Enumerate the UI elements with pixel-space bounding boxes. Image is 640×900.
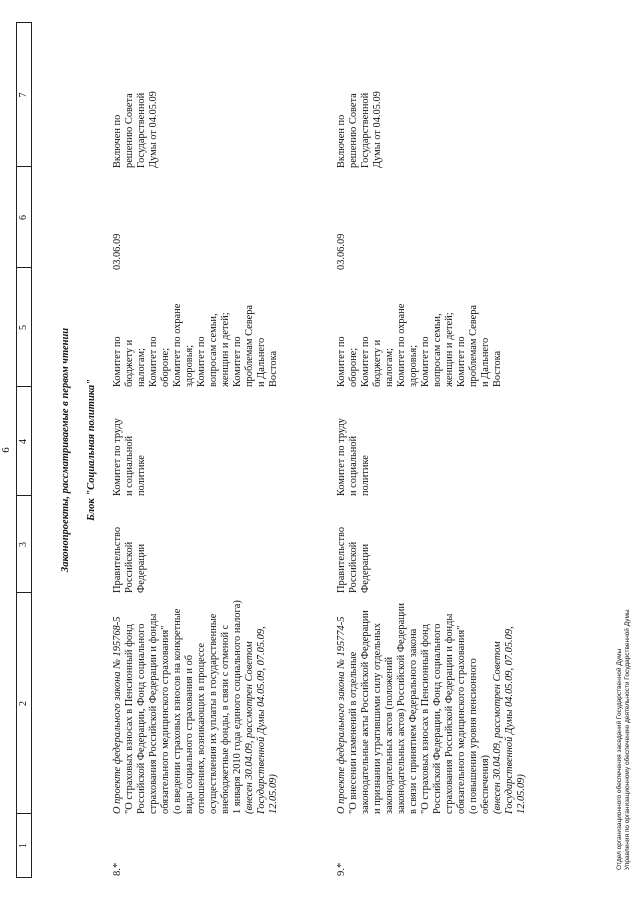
decision-line: Думы от 04.05.09: [148, 91, 159, 168]
decision-line: Государственной: [360, 92, 371, 168]
column-number-4: 4: [18, 439, 29, 444]
page-number: 6: [0, 447, 12, 453]
co-committee-line: налогам;: [384, 348, 395, 387]
review-date: 03.06.09: [336, 233, 347, 270]
bill-body-line: страхования Российской Федерации и фонды: [444, 613, 455, 814]
bill-note-line: (внесен 30.04.09, рассмотрен Советом: [492, 641, 503, 814]
bill-note-line: 12.05.09): [516, 774, 527, 814]
column-number-1: 1: [18, 843, 29, 848]
column-number-7: 7: [18, 92, 29, 98]
inclusion-decision: [336, 38, 384, 168]
bill-body-line: обязательного медицинского страхования": [456, 625, 467, 814]
section-title: Законопроекты, рассматриваемые в первом чтении: [60, 327, 71, 573]
bill-body-line: Российской Федерации, Фонд социального: [136, 623, 147, 814]
decision-line: решению Совета: [348, 93, 359, 168]
row-number: 8.*: [112, 862, 123, 876]
committee-line: и социальной: [124, 435, 135, 496]
co-committee-line: бюджету и: [124, 339, 135, 387]
bill-body-line: (о введении страховых взносов на конкретные: [172, 608, 183, 814]
bill-body-line: обязательного медицинского страхования": [160, 625, 171, 814]
author-line: Федерации: [136, 543, 147, 593]
co-committee-line: женщин и детей;: [220, 312, 231, 387]
bill-author: [112, 497, 148, 593]
bill-body-line: (о повышении уровня пенсионного: [468, 658, 479, 814]
bill-body-line: обеспечения): [480, 755, 491, 814]
bill-body-line: "О страховых взносах в Пенсионный фонд: [124, 624, 135, 814]
inclusion-decision: [112, 38, 160, 168]
responsible-committee: [112, 396, 148, 496]
decision-line: Думы от 04.05.09: [372, 91, 383, 168]
bill-note-line: 12.05.09): [268, 774, 279, 814]
footer-line: Управления по организационному обеспечению деятельности Государственной Думы: [624, 609, 631, 870]
bill-title: О проекте федерального закона № 195774-5: [336, 616, 347, 814]
co-committees: [112, 275, 280, 387]
bill-description: [336, 589, 528, 814]
co-committee-line: Комитет по охране: [396, 303, 407, 387]
bill-body-line: в связи с принятием Федерального закона: [408, 628, 419, 814]
bill-body-line: страхования Российской Федерации и фонды: [148, 613, 159, 814]
author-line: Федерации: [360, 543, 371, 593]
column-number-5: 5: [18, 325, 29, 330]
block-title: Блок "Социальная политика": [86, 379, 97, 521]
bill-body-line: законодательные акты Российской Федерации: [360, 610, 371, 814]
co-committee-line: Комитет по: [232, 336, 243, 387]
decision-line: Государственной: [136, 92, 147, 168]
bill-body-line: Российской Федерации, Фонд социального: [432, 623, 443, 814]
column-number-2: 2: [18, 701, 29, 706]
committee-line: политике: [360, 455, 371, 496]
bill-note-line: Государственной Думы 04.05.09, 07.05.09,: [504, 626, 515, 814]
committee-line: и социальной: [348, 435, 359, 496]
co-committee-line: здоровья;: [184, 344, 195, 387]
co-committees: [336, 275, 504, 387]
column-number-bar: [16, 22, 32, 878]
author-line: Правительство: [112, 526, 123, 593]
co-committee-line: Комитет по: [336, 336, 347, 387]
co-committee-line: и Дальнего: [480, 337, 491, 387]
co-committee-line: вопросам семьи,: [432, 313, 443, 387]
column-number-6: 6: [18, 215, 29, 220]
bill-note-line: (внесен 30.04.09, рассмотрен Советом: [244, 641, 255, 814]
co-committee-line: Востока: [492, 350, 503, 387]
co-committee-line: Комитет по: [420, 336, 431, 387]
co-committee-line: Комитет по: [148, 336, 159, 387]
bill-body-line: законодательных актов (положений: [384, 656, 395, 814]
co-committee-line: бюджету и: [372, 339, 383, 387]
row-number: 9.*: [336, 862, 347, 876]
committee-line: политике: [136, 455, 147, 496]
bill-body-line: отношениях, возникающих в процессе: [196, 643, 207, 814]
decision-line: Включен по: [112, 114, 123, 168]
bill-body-line: осуществления их уплаты в государственные: [208, 613, 219, 814]
co-committee-line: обороне;: [348, 347, 359, 387]
committee-line: Комитет по труду: [336, 418, 347, 496]
co-committee-line: обороне;: [160, 347, 171, 387]
review-date: 03.06.09: [112, 233, 123, 270]
bill-body-line: внебюджетные фонды, в связи с отменой с: [220, 624, 231, 814]
co-committee-line: здоровья;: [408, 344, 419, 387]
responsible-committee: [336, 396, 372, 496]
co-committee-line: и Дальнего: [256, 337, 267, 387]
author-line: Правительство: [336, 526, 347, 593]
bill-body-line: законодательных актов) Российской Федерации: [396, 603, 407, 814]
co-committee-line: Комитет по: [456, 336, 467, 387]
bill-body-line: 1 января 2010 года единого социального налога): [232, 600, 243, 814]
bill-description: [112, 589, 280, 814]
co-committee-line: женщин и детей;: [444, 312, 455, 387]
footer-line: Отдел организационного обеспечения заседаний Государственной Думы: [616, 648, 623, 870]
co-committee-line: налогам;: [136, 348, 147, 387]
co-committee-line: Комитет по охране: [172, 303, 183, 387]
bill-body-line: и признании утратившими силу отдельных: [372, 623, 383, 814]
co-committee-line: вопросам семьи,: [208, 313, 219, 387]
co-committee-line: Комитет по: [112, 336, 123, 387]
co-committee-line: Востока: [268, 350, 279, 387]
co-committee-line: Комитет по: [196, 336, 207, 387]
column-number-3: 3: [18, 542, 29, 547]
decision-line: решению Совета: [124, 93, 135, 168]
co-committee-line: проблемам Севера: [468, 305, 479, 387]
bill-note-line: Государственной Думы 04.05.09, 07.05.09,: [256, 626, 267, 814]
bill-body-line: "О внесении изменений в отдельные: [348, 651, 359, 814]
co-committee-line: Комитет по: [360, 336, 371, 387]
bill-title: О проекте федерального закона № 195768-5: [112, 616, 123, 814]
bill-author: [336, 497, 372, 593]
decision-line: Включен по: [336, 114, 347, 168]
bill-body-line: виды социального страхования и об: [184, 654, 195, 814]
footer: [616, 270, 632, 870]
committee-line: Комитет по труду: [112, 418, 123, 496]
co-committee-line: проблемам Севера: [244, 305, 255, 387]
author-line: Российской: [124, 541, 135, 593]
bill-body-line: "О страховых взносах в Пенсионный фонд: [420, 624, 431, 814]
author-line: Российской: [348, 541, 359, 593]
